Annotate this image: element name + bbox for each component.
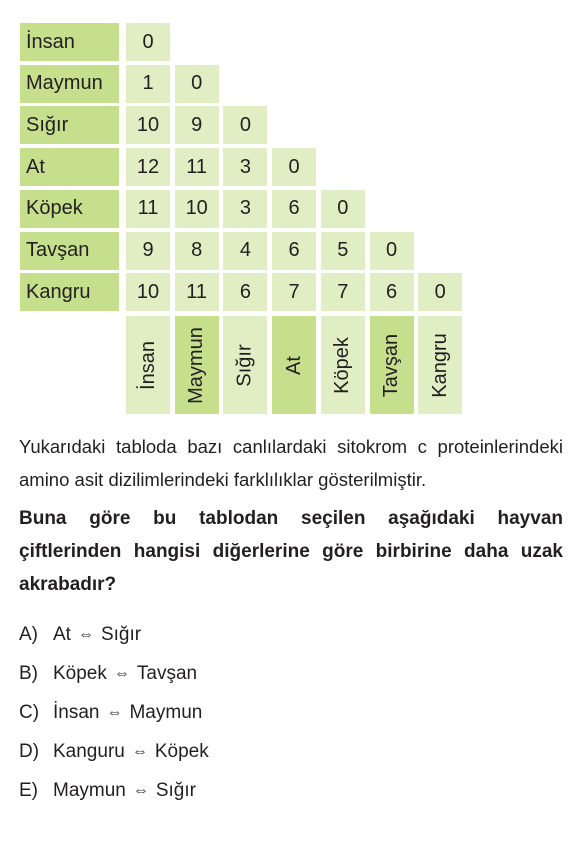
double-arrow-icon: ⇔ xyxy=(106,703,123,721)
table-cell: 0 xyxy=(272,148,316,186)
table-cell: 0 xyxy=(126,23,170,61)
column-label xyxy=(175,316,219,414)
table-cell: 0 xyxy=(223,106,267,144)
option-right: Sığır xyxy=(100,623,142,645)
column-label-text: At xyxy=(282,355,305,375)
option-a[interactable] xyxy=(19,615,563,654)
option-left: Kanguru xyxy=(53,740,125,762)
row-label: İnsan xyxy=(20,23,119,61)
double-arrow-icon: ⇔ xyxy=(113,664,130,682)
row-label: Köpek xyxy=(20,190,119,228)
row-label: Sığır xyxy=(20,106,119,144)
column-label xyxy=(126,316,170,414)
table-cell: 6 xyxy=(272,190,316,228)
double-arrow-icon: ⇔ xyxy=(131,742,148,760)
table-cell: 1 xyxy=(126,65,170,103)
column-label-text: Köpek xyxy=(331,336,354,394)
answer-options xyxy=(19,615,563,810)
option-left: At xyxy=(53,623,71,645)
table-cell: 7 xyxy=(321,273,365,311)
row-label: Kangru xyxy=(20,273,119,311)
table-cell: 11 xyxy=(175,273,219,311)
table-cell: 0 xyxy=(370,232,414,270)
option-letter: B) xyxy=(19,662,38,684)
option-left: Köpek xyxy=(53,662,107,684)
table-cell: 12 xyxy=(126,148,170,186)
option-left: İnsan xyxy=(53,701,100,723)
option-right: Tavşan xyxy=(136,662,198,684)
table-cell: 0 xyxy=(418,273,462,311)
column-label xyxy=(223,316,267,414)
option-right: Köpek xyxy=(154,740,209,762)
table-cell: 11 xyxy=(175,148,219,186)
option-letter: D) xyxy=(19,740,40,762)
table-cell: 10 xyxy=(126,106,170,144)
table-cell: 9 xyxy=(175,106,219,144)
question-block xyxy=(19,430,563,810)
option-c[interactable] xyxy=(19,693,563,732)
column-label-text: İnsan xyxy=(136,340,159,390)
table-cell: 6 xyxy=(223,273,267,311)
row-label: At xyxy=(20,148,119,186)
column-label-text: Maymun xyxy=(185,326,208,404)
option-left: Maymun xyxy=(53,779,126,801)
double-arrow-icon: ⇔ xyxy=(77,625,94,643)
table-cell: 3 xyxy=(223,148,267,186)
description-text: Yukarıdaki tabloda bazı canlılardaki sitokrom c proteinlerindeki amino asit dizilimlerindeki farklılıklar gösterilmiştir. xyxy=(19,436,563,490)
option-letter: A) xyxy=(19,623,38,645)
column-label xyxy=(321,316,365,414)
column-label xyxy=(418,316,462,414)
option-letter: E) xyxy=(19,779,38,801)
table-cell: 6 xyxy=(272,232,316,270)
table-cell: 5 xyxy=(321,232,365,270)
column-label-text: Tavşan xyxy=(380,333,402,397)
table-cell: 3 xyxy=(223,190,267,228)
column-label xyxy=(370,316,414,414)
table-cell: 9 xyxy=(126,232,170,270)
table-cell: 8 xyxy=(175,232,219,270)
column-label-text: Sığır xyxy=(233,343,256,387)
row-label: Tavşan xyxy=(20,232,119,270)
option-right: Maymun xyxy=(129,701,203,723)
double-arrow-icon: ⇔ xyxy=(132,781,149,799)
column-label xyxy=(272,316,316,414)
distance-table xyxy=(0,0,579,420)
option-e[interactable] xyxy=(19,771,563,810)
table-cell: 6 xyxy=(370,273,414,311)
column-label-text: Kangru xyxy=(428,332,451,398)
table-cell: 7 xyxy=(272,273,316,311)
option-right: Sığır xyxy=(155,779,196,801)
option-letter: C) xyxy=(19,701,40,723)
table-cell: 10 xyxy=(126,273,170,311)
table-cell: 0 xyxy=(175,65,219,103)
option-b[interactable] xyxy=(19,654,563,693)
table-cell: 10 xyxy=(175,190,219,228)
option-d[interactable] xyxy=(19,732,563,771)
question-text: Buna göre bu tablodan seçilen aşağıdaki hayvan çiftlerinden hangisi diğerlerine göre birbirine daha uzak akrabadır? xyxy=(19,508,563,595)
table-cell: 0 xyxy=(321,190,365,228)
table-cell: 4 xyxy=(223,232,267,270)
table-cell: 11 xyxy=(126,190,170,228)
row-label: Maymun xyxy=(20,65,119,103)
